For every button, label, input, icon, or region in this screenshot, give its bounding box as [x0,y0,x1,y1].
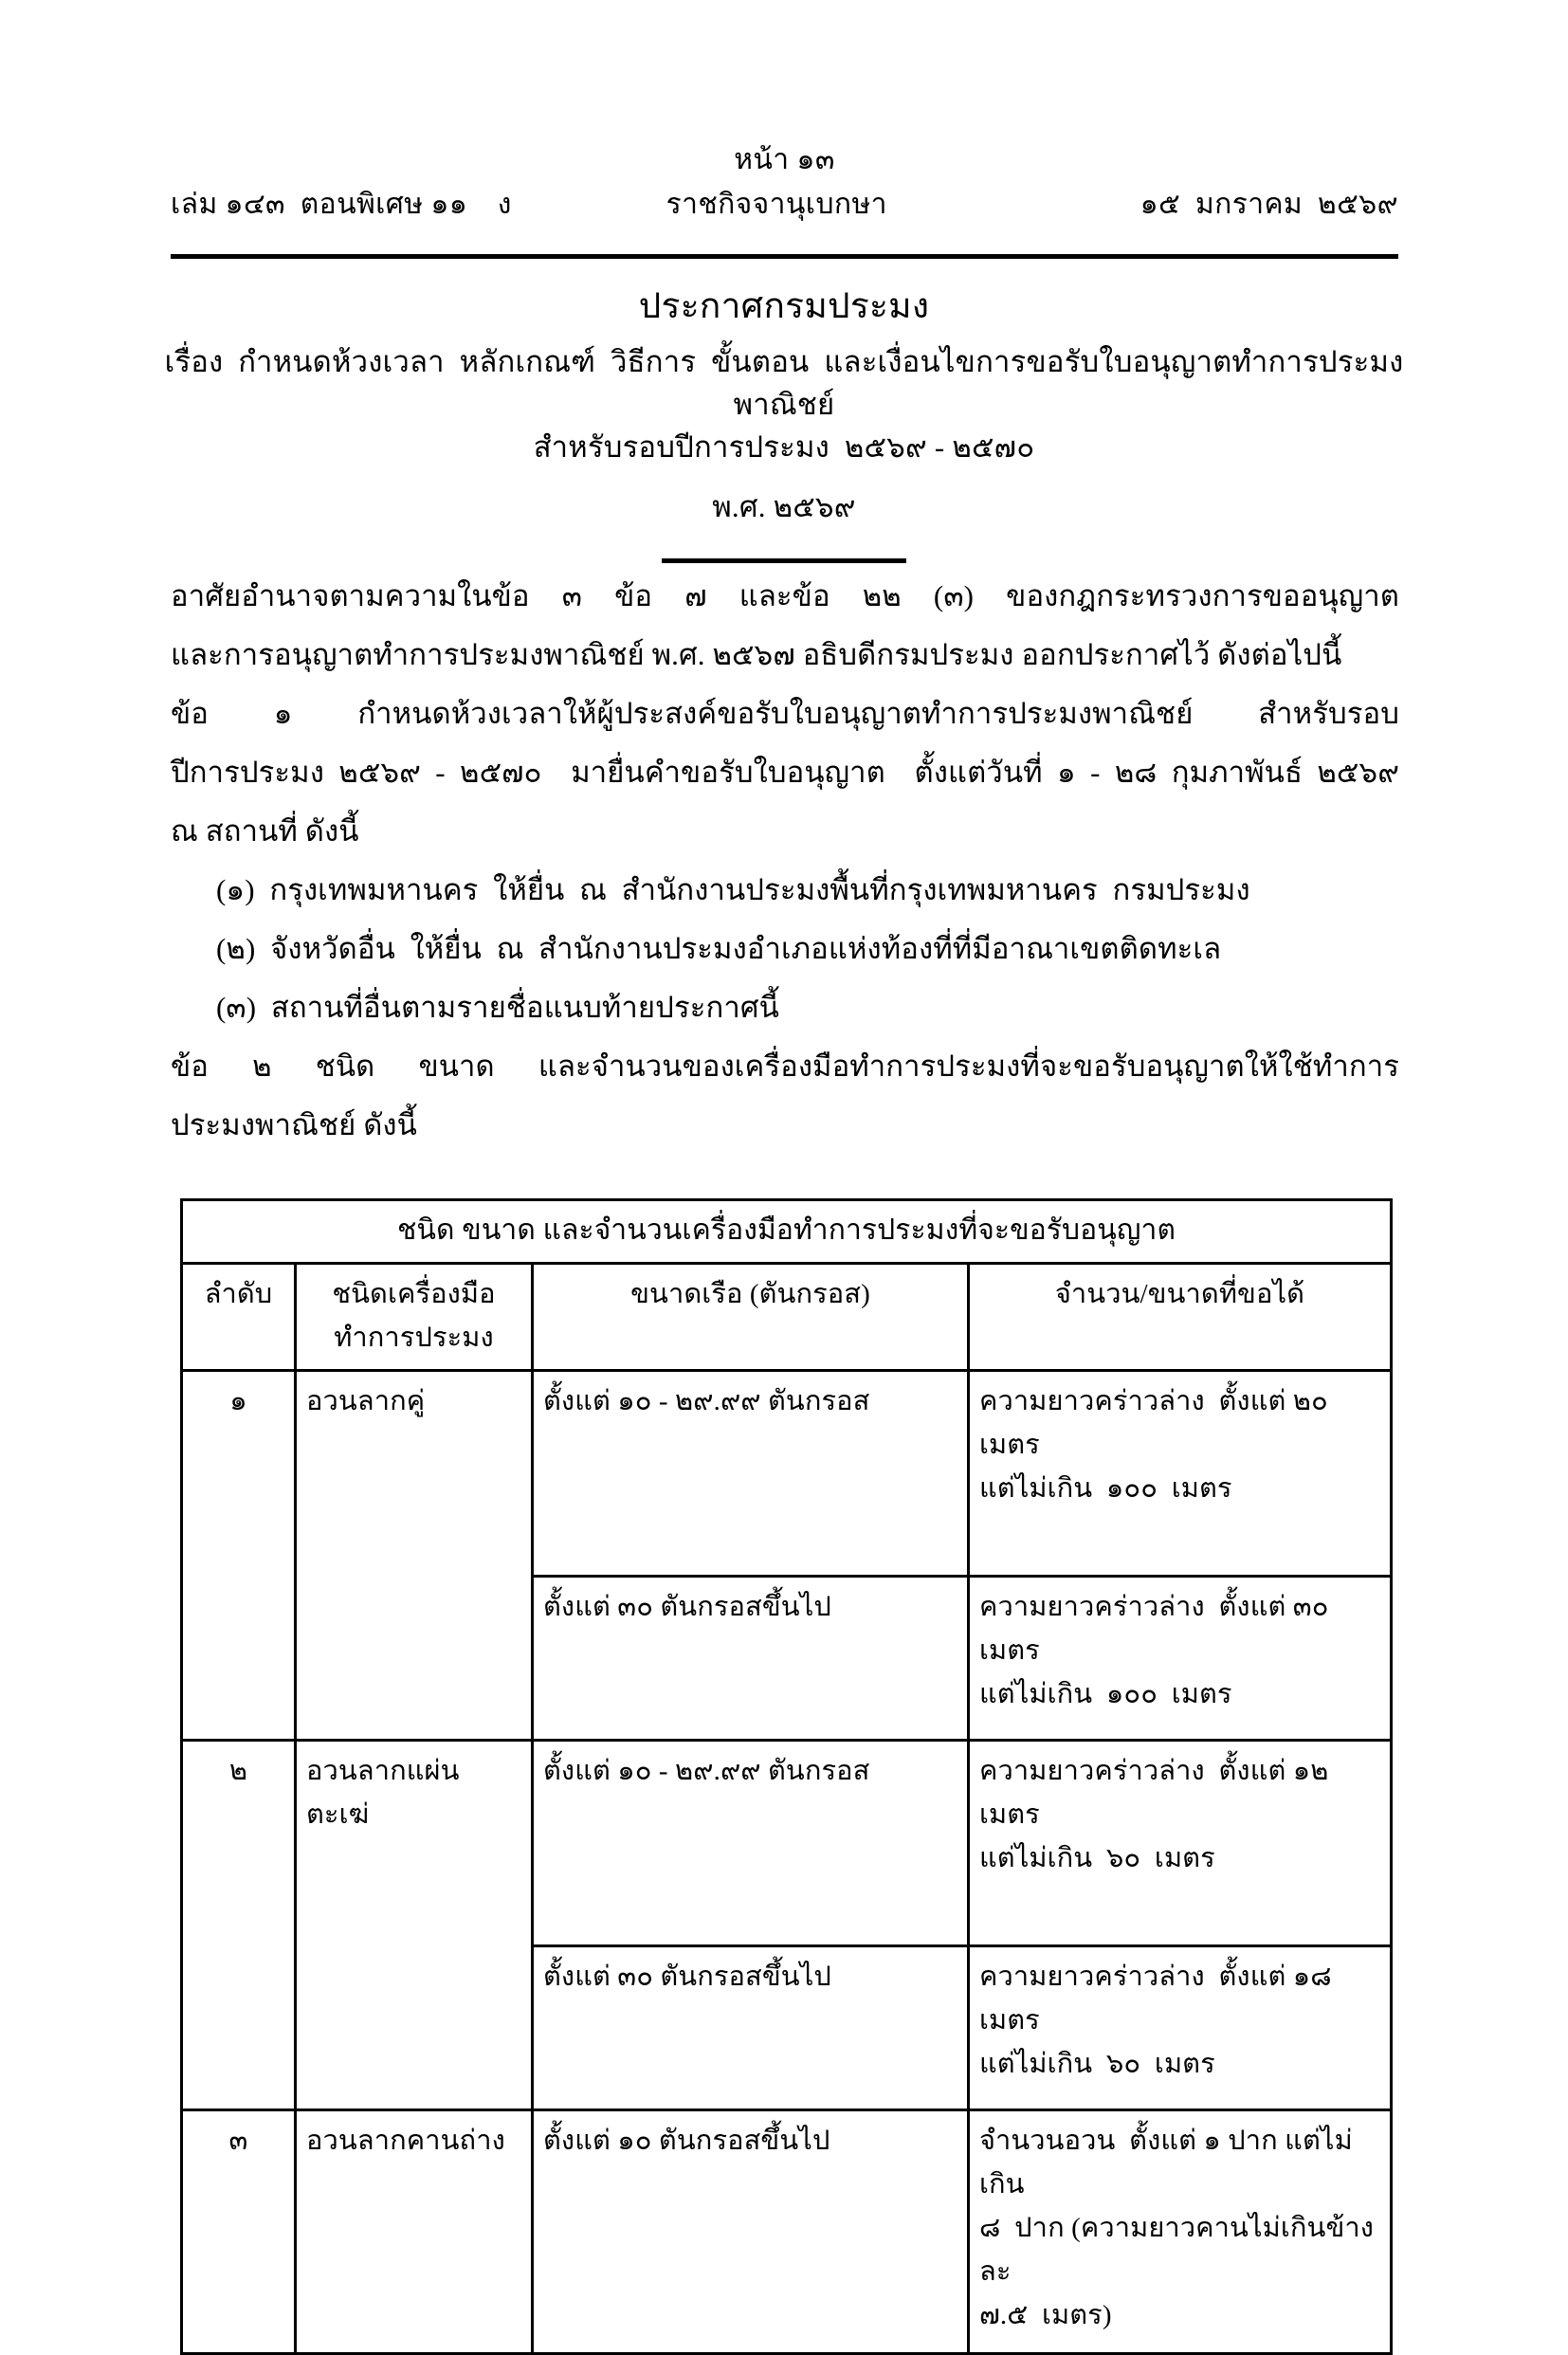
row-1-gear: อวนลากคู่ [296,1371,533,1741]
clause1-line-2: ปีการประมง ๒๕๖๙ - ๒๕๗๐ มายื่นคำขอรับใบอนุญาต ตั้งแต่วันที่ ๑ - ๒๘ กุมภาพันธ์ ๒๕๖๙ [171,756,1399,789]
clause1-line-1: ข้อ ๑ กำหนดห้วงเวลาให้ผู้ประสงค์ขอรับใบอนุญาตทำการประมงพาณิชย์ สำหรับรอบ [171,697,1399,730]
clause1-item-2-text: (๒) จังหวัดอื่น ให้ยื่น ณ สำนักงานประมงอำเภอแห่งท้องที่ที่มีอาณาเขตติดทะเล [216,932,1222,965]
row-3-gear: อวนลากคานถ่าง [296,2110,533,2354]
row-2-entry-2-limit-line-2: แต่ไม่เกิน ๖๐ เมตร [979,2049,1215,2079]
row-3-entry-1-size: ตั้งแต่ ๑๐ ตันกรอสขึ้นไป [533,2110,969,2354]
row-2-entry-1-size: ตั้งแต่ ๑๐ - ๒๙.๙๙ ตันกรอส [533,1741,969,1946]
volume-issue-label: เล่ม ๑๔๓ ตอนพิเศษ ๑๑ ง [171,188,512,220]
row-2-entry-2-size: ตั้งแต่ ๓๐ ตันกรอสขึ้นไป [533,1946,969,2110]
clause2-line-1: ข้อ ๒ ชนิด ขนาด และจำนวนของเครื่องมือทำการประมงที่จะขอรับอนุญาตให้ใช้ทำการ [171,1050,1399,1083]
row-1-entry-2-limit [969,1577,1392,1741]
row-2-entry-1-limit-line-1: ความยาวคร่าวล่าง ตั้งแต่ ๑๒ เมตร [979,1756,1343,1830]
clause1-item-2 [171,920,1399,978]
row-2-entry-1-limit [969,1741,1392,1946]
table-row [182,2110,1392,2354]
row-2-entry-1-limit-line-2: แต่ไม่เกิน ๖๐ เมตร [979,1843,1215,1873]
table-row [182,1371,1392,1577]
title-divider [662,558,906,563]
table-caption: ชนิด ขนาด และจำนวนเครื่องมือทำการประมงที่จะขอรับอนุญาต [182,1200,1392,1264]
row-3-no: ๓ [182,2110,296,2354]
row-1-entry-2-limit-line-1: ความยาวคร่าวล่าง ตั้งแต่ ๓๐ เมตร [979,1592,1343,1666]
document-year: พ.ศ. ๒๕๖๙ [712,489,856,523]
row-3-entry-1-limit [969,2110,1392,2354]
gazette-name-label: ราชกิจจานุเบกษา [665,188,887,220]
paragraph-clause-2 [171,1037,1399,1155]
row-3-entry-1-limit-line-2: ๘ ปาก (ความยาวคานไม่เกินข้างละ [979,2213,1375,2287]
fishing-gear-table [180,1198,1393,2355]
row-3-entry-1-limit-line-3: ๗.๕ เมตร) [979,2300,1112,2330]
paragraph-preamble [171,567,1399,685]
paragraph-clause-1 [171,685,1399,861]
column-header-gear: ชนิดเครื่องมือทำการประมง [296,1264,533,1371]
document-body [171,567,1399,1155]
clause1-item-3 [171,978,1399,1037]
subject-line-2: สำหรับรอบปีการประมง ๒๕๖๙ - ๒๕๗๐ [533,429,1035,464]
row-1-no: ๑ [182,1371,296,1741]
column-header-limit: จำนวน/ขนาดที่ขอได้ [969,1264,1392,1371]
table-row [182,1741,1392,1946]
row-1-entry-1-size: ตั้งแต่ ๑๐ - ๒๙.๙๙ ตันกรอส [533,1371,969,1577]
row-2-no: ๒ [182,1741,296,2110]
header-divider [171,254,1398,259]
fishing-gear-table-wrapper [180,1198,1390,2355]
row-3-entry-1-limit-line-1: จำนวนอวน ตั้งแต่ ๑ ปาก แต่ไม่เกิน [979,2126,1353,2200]
column-header-vessel-size: ขนาดเรือ (ตันกรอส) [533,1264,969,1371]
subject-line-1: เรื่อง กำหนดห้วงเวลา หลักเกณฑ์ วิธีการ ขั้นตอน และเงื่อนไขการขอรับใบอนุญาตทำการประมงพาณิชย์ [164,345,1404,422]
row-2-entry-2-limit-line-1: ความยาวคร่าวล่าง ตั้งแต่ ๑๘ เมตร [979,1962,1346,2036]
preamble-line-2: และการอนุญาตทำการประมงพาณิชย์ พ.ศ. ๒๕๖๗ อธิบดีกรมประมง ออกประกาศไว้ ดังต่อไปนี้ [171,638,1342,671]
row-1-entry-1-limit-line-2: แต่ไม่เกิน ๑๐๐ เมตร [979,1473,1232,1504]
publication-date-label: ๑๕ มกราคม ๒๕๖๙ [1140,188,1398,220]
row-1-entry-1-limit-line-1: ความยาวคร่าวล่าง ตั้งแต่ ๒๐ เมตร [979,1386,1342,1460]
row-1-entry-2-limit-line-2: แต่ไม่เกิน ๑๐๐ เมตร [979,1679,1232,1709]
preamble-line-1: อาศัยอำนาจตามความในข้อ ๓ ข้อ ๗ และข้อ ๒๒ (๓) ของกฎกระทรวงการขออนุญาต [171,579,1399,612]
row-1-entry-1-limit [969,1371,1392,1577]
document-subject [120,341,1448,469]
page-number-label: หน้า ๑๓ [734,144,835,175]
table-header-row [182,1264,1392,1371]
row-2-entry-2-limit [969,1946,1392,2110]
row-2-gear: อวนลากแผ่นตะเฆ่ [296,1741,533,2110]
clause1-item-1 [171,861,1399,920]
clause1-item-3-text: (๓) สถานที่อื่นตามรายชื่อแนบท้ายประกาศนี้ [216,991,779,1024]
running-head [171,142,1398,227]
document-title: ประกาศกรมประมง [638,287,930,326]
clause2-line-2: ประมงพาณิชย์ ดังนี้ [171,1108,417,1141]
column-header-no: ลำดับ [182,1264,296,1371]
clause1-item-1-text: (๑) กรุงเทพมหานคร ให้ยื่น ณ สำนักงานประมงพื้นที่กรุงเทพมหานคร กรมประมง [216,873,1250,906]
clause1-line-3: ณ สถานที่ ดังนี้ [171,814,359,848]
table-caption-row [182,1200,1392,1264]
row-1-entry-2-size: ตั้งแต่ ๓๐ ตันกรอสขึ้นไป [533,1577,969,1741]
title-block [120,284,1448,563]
